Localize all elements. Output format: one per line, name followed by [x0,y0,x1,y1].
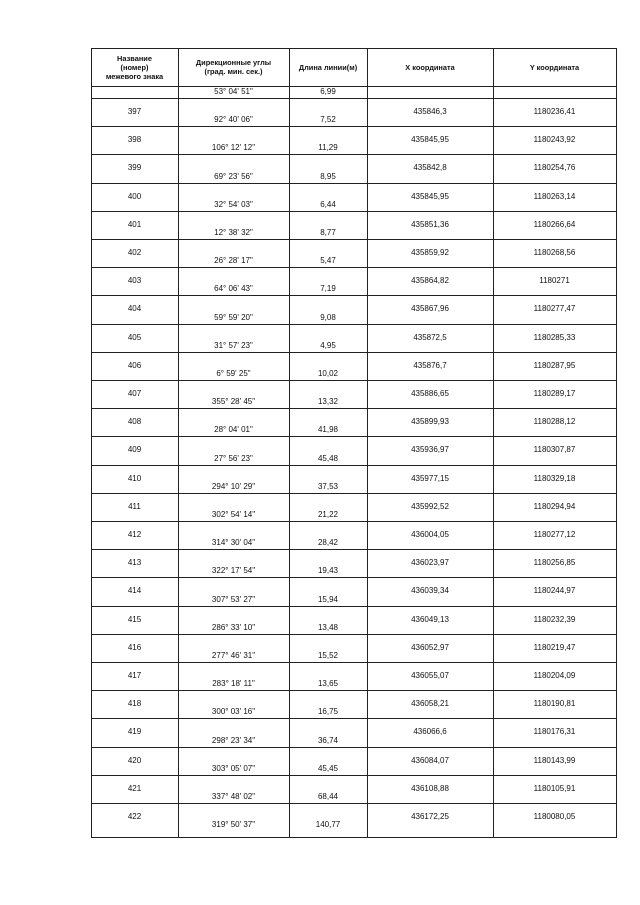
row-divider [91,267,616,268]
y-coordinate: 1180285,33 [533,333,576,342]
row-divider [91,465,616,466]
direction-angle: 337° 48' 02" [211,792,256,801]
y-coordinate: 1180236,41 [533,107,576,116]
line-length: 28,42 [317,538,339,547]
direction-angle: 64° 06' 43" [214,284,253,293]
line-length: 6,99 [320,87,336,96]
line-length: 13,65 [317,679,339,688]
column-divider [289,48,290,838]
direction-angle: 6° 59' 25" [216,369,251,378]
line-length: 36,74 [317,736,339,745]
line-length: 7,19 [320,284,336,293]
point-number: 420 [127,756,142,765]
table-bottom-border [91,837,616,838]
row-divider [91,690,616,691]
direction-angle: 319° 50' 37" [211,820,256,829]
line-length: 68,44 [317,792,339,801]
table-top-border [91,48,616,49]
x-coordinate: 435899,93 [411,417,449,426]
row-divider [91,521,616,522]
x-coordinate: 436084,07 [411,756,449,765]
row-divider [91,183,616,184]
y-coordinate: 1180277,47 [533,304,576,313]
x-coordinate: 435846,3 [413,107,447,116]
y-coordinate: 1180263,14 [533,192,576,201]
point-number: 399 [127,163,142,172]
point-number: 403 [127,276,142,285]
x-coordinate: 435872,5 [413,333,447,342]
x-coordinate: 435842,8 [413,163,447,172]
direction-angle: 27° 56' 23" [214,454,253,463]
row-divider [91,126,616,127]
line-length: 37,53 [317,482,339,491]
row-divider [91,239,616,240]
point-number: 407 [127,389,142,398]
row-divider [91,718,616,719]
line-length: 21,22 [317,510,339,519]
y-coordinate: 1180105,91 [533,784,576,793]
line-length: 15,94 [317,595,339,604]
x-coordinate: 435845,95 [411,135,449,144]
direction-angle: 12° 38' 32" [214,228,253,237]
y-coordinate: 1180307,87 [533,445,576,454]
line-length: 9,08 [320,313,336,322]
header-name-line-2: (номер) [120,62,149,72]
row-divider [91,606,616,607]
direction-angle: 53° 04' 51" [214,87,253,96]
point-number: 411 [128,502,141,511]
header-length: Длина линии(м) [298,62,358,72]
direction-angle: 92° 40' 06" [214,115,253,124]
x-coordinate: 436004,05 [411,530,449,539]
row-divider [91,747,616,748]
column-divider [178,48,179,838]
x-coordinate: 435936,97 [411,445,449,454]
header-angle-line-2: (град. мин. сек.) [204,67,263,76]
row-divider [91,803,616,804]
row-divider [91,295,616,296]
header-x: Х координата [405,62,455,72]
x-coordinate: 436039,34 [411,586,449,595]
y-coordinate: 1180289,17 [533,389,576,398]
x-coordinate: 435977,15 [411,474,449,483]
x-coordinate: 436058,21 [411,699,449,708]
header-name [91,48,178,86]
direction-angle: 286° 33' 10" [211,623,256,632]
y-coordinate: 1180080,05 [533,812,576,821]
line-length: 19,43 [317,566,339,575]
row-divider [91,493,616,494]
x-coordinate: 436066,6 [413,727,447,736]
y-coordinate: 1180254,76 [533,163,576,172]
line-length: 13,32 [317,397,339,406]
y-coordinate: 1180294,94 [533,502,576,511]
line-length: 11,29 [318,143,338,152]
direction-angle: 31° 57' 23" [214,341,253,350]
x-coordinate: 435845,95 [411,192,449,201]
row-divider [91,662,616,663]
x-coordinate: 436049,13 [411,615,449,624]
y-coordinate: 1180219,47 [533,643,576,652]
y-coordinate: 1180271 [539,276,570,285]
point-number: 415 [127,615,142,624]
y-coordinate: 1180190,81 [533,699,576,708]
y-coordinate: 1180243,92 [533,135,576,144]
row-divider [91,154,616,155]
line-length: 140,77 [315,820,341,829]
point-number: 421 [127,784,142,793]
line-length: 16,75 [317,707,339,716]
x-coordinate: 435867,96 [411,304,449,313]
line-length: 45,48 [317,454,339,463]
direction-angle: 277° 46' 31" [211,651,256,660]
point-number: 418 [127,699,142,708]
direction-angle: 355° 28' 45" [211,397,256,406]
line-length: 8,95 [320,172,336,181]
x-coordinate: 435876,7 [413,361,447,370]
direction-angle: 69° 23' 56" [214,172,253,181]
header-angle-line-1: Дирекционные углы [195,58,272,67]
point-number: 398 [127,135,142,144]
point-number: 409 [127,445,142,454]
row-divider [91,775,616,776]
line-length: 41,98 [317,425,339,434]
row-divider [91,380,616,381]
line-length: 15,52 [317,651,339,660]
y-coordinate: 1180266,64 [533,220,576,229]
line-length: 7,52 [320,115,336,124]
line-length: 8,77 [320,228,336,237]
direction-angle: 300° 03' 16" [211,707,256,716]
header-name-line-3: межевого знака [105,71,164,81]
point-number: 404 [127,304,142,313]
point-number: 406 [127,361,142,370]
point-number: 402 [127,248,142,257]
point-number: 419 [127,727,142,736]
point-number: 413 [127,558,142,567]
row-divider [91,549,616,550]
x-coordinate: 436055,07 [411,671,449,680]
direction-angle: 322° 17' 54" [211,566,256,575]
x-coordinate: 435851,36 [411,220,449,229]
y-coordinate: 1180287,95 [533,361,576,370]
direction-angle: 314° 30' 04" [211,538,256,547]
point-number: 405 [127,333,142,342]
point-number: 401 [127,220,142,229]
row-divider [91,577,616,578]
point-number: 416 [127,643,142,652]
row-divider [91,408,616,409]
header-angle [178,48,289,86]
row-divider [91,324,616,325]
x-coordinate: 435864,82 [411,276,449,285]
header-name-line-1: Название [117,53,152,63]
row-divider [91,211,616,212]
line-length: 45,45 [317,764,339,773]
direction-angle: 303° 05' 07" [211,764,256,773]
line-length: 5,47 [320,256,336,265]
x-coordinate: 435992,52 [411,502,449,511]
line-length: 6,44 [320,200,336,209]
row-divider [91,352,616,353]
y-coordinate: 1180268,56 [533,248,576,257]
y-coordinate: 1180329,18 [533,474,576,483]
direction-angle: 307° 53' 27" [211,595,256,604]
point-number: 397 [127,107,142,116]
x-coordinate: 436052,97 [411,643,449,652]
point-number: 422 [127,812,142,821]
y-coordinate: 1180232,39 [533,615,576,624]
y-coordinate: 1180244,97 [533,586,576,595]
direction-angle: 28° 04' 01" [214,425,253,434]
x-coordinate: 435859,92 [411,248,449,257]
y-coordinate: 1180277,12 [533,530,576,539]
point-number: 412 [127,530,142,539]
boundary-coordinates-table [91,48,616,838]
y-coordinate: 1180176,31 [533,727,576,736]
line-length: 4,95 [320,341,336,350]
direction-angle: 26° 28' 17" [214,256,253,265]
x-coordinate: 435886,65 [411,389,449,398]
direction-angle: 106° 12' 12" [211,143,256,152]
x-coordinate: 436172,25 [411,812,449,821]
row-divider [91,98,616,99]
line-length: 13,48 [317,623,339,632]
header-y: Y координата [529,62,580,72]
direction-angle: 59° 59' 20" [214,313,253,322]
direction-angle: 283° 18' 11" [212,679,255,688]
direction-angle: 32° 54' 03" [214,200,253,209]
y-coordinate: 1180204,09 [533,671,576,680]
direction-angle: 298° 23' 34" [211,736,256,745]
x-coordinate: 436108,88 [411,784,449,793]
x-coordinate: 436023,97 [411,558,449,567]
y-coordinate: 1180143,99 [533,756,576,765]
point-number: 400 [127,192,142,201]
point-number: 408 [127,417,142,426]
point-number: 417 [127,671,142,680]
row-divider [91,436,616,437]
y-coordinate: 1180256,85 [533,558,576,567]
line-length: 10,02 [317,369,339,378]
point-number: 414 [127,586,142,595]
row-divider [91,634,616,635]
point-number: 410 [127,474,142,483]
column-divider [616,48,617,838]
y-coordinate: 1180288,12 [533,417,576,426]
direction-angle: 302° 54' 14" [211,510,256,519]
direction-angle: 294° 10' 29" [211,482,256,491]
